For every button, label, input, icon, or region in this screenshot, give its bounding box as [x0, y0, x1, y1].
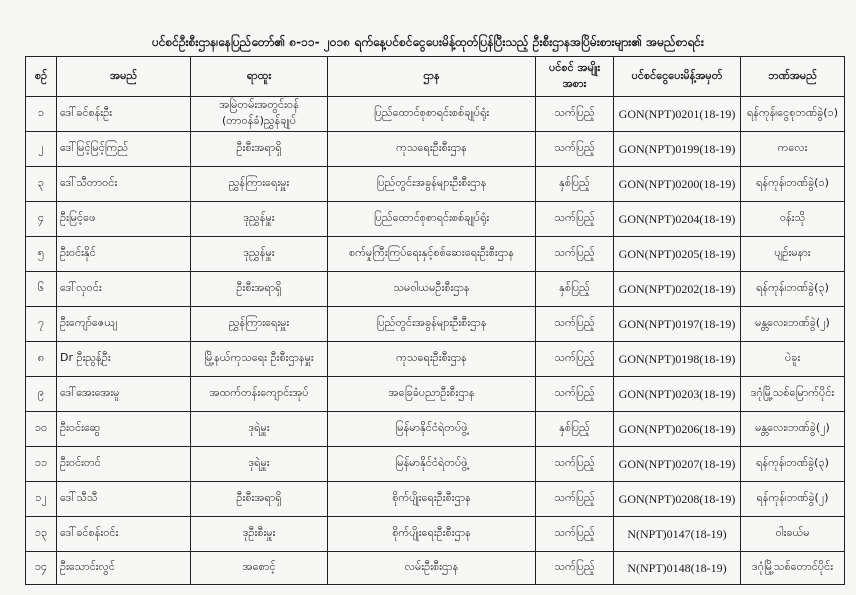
cell-bank: ဝါးခယ်မ — [741, 517, 845, 552]
table-row — [26, 202, 845, 237]
cell-department: ပြည်ထောင်စုစာရင်းစစ်ချုပ်ရုံး — [328, 97, 536, 132]
table-row — [26, 447, 845, 482]
cell-bank: ဝန်းသို — [741, 202, 845, 237]
cell-no: ၆ — [26, 272, 57, 307]
cell-department: အခြေခံပညာဦးစီးဌာန — [328, 377, 536, 412]
cell-pension-type: နှစ်ပြည့် — [536, 167, 614, 202]
cell-rank: ဒုညွှန်မှူး — [191, 237, 328, 272]
table-row — [26, 552, 845, 585]
document-title: ပင်စင်ဦးစီးဌာန၊နေပြည်တော်၏ ၈-၁၁- ၂၀၁၈ ရက်နေ့ပင်စင်ငွေပေးမိန့်ထုတ်ပြန်ပြီးသည့် ဦးစီးဌာနအပြိမ်းစားများ၏ အမည်စာရင်း — [152, 35, 704, 49]
cell-rank: ညွှန်ကြားရေးမှူး — [191, 307, 328, 342]
cell-permit-number: GON(NPT)0207(18-19) — [614, 447, 741, 482]
cell-bank: ဒဂုံမြို့သစ်တောင်ပိုင်း — [741, 552, 845, 585]
cell-department: ပြည်တွင်းအခွန်များဦးစီးဌာန — [328, 167, 536, 202]
cell-no: ၁၄ — [26, 552, 57, 585]
cell-no: ၁၃ — [26, 517, 57, 552]
cell-bank: မန္တလေး၊ဘဏ်ခွဲ(၂) — [741, 307, 845, 342]
cell-pension-type: သက်ပြည့် — [536, 482, 614, 517]
cell-department: ပြည်တွင်းအခွန်များဦးစီးဌာန — [328, 307, 536, 342]
header-no: စဉ် — [26, 57, 57, 97]
cell-permit-number: GON(NPT)0198(18-19) — [614, 342, 741, 377]
cell-rank: အစောင့် — [191, 552, 328, 585]
cell-name: ဒေါ်ခင်စန်းဦး — [57, 97, 191, 132]
cell-permit-number: GON(NPT)0197(18-19) — [614, 307, 741, 342]
table-row — [26, 167, 845, 202]
cell-department: မြန်မာနိုင်ငံရဲတပ်ဖွဲ့ — [328, 412, 536, 447]
cell-rank: မြို့နယ်ကုသရေး ဦးစီးဌာနမှူး — [191, 342, 328, 377]
cell-department: ပြည်ထောင်စုစာရင်းစစ်ချုပ်ရုံး — [328, 202, 536, 237]
cell-pension-type: သက်ပြည့် — [536, 447, 614, 482]
header-permit-number: ပင်စင်ငွေပေးမိန့်အမှတ် — [614, 57, 741, 97]
cell-pension-type: သက်ပြည့် — [536, 342, 614, 377]
cell-pension-type: သက်ပြည့် — [536, 377, 614, 412]
cell-name: ဦးဝင်းနိုင် — [57, 237, 191, 272]
header-pension-type: ပင်စင် အမျိုးအစား — [536, 57, 614, 97]
cell-no: ၁၀ — [26, 412, 57, 447]
cell-pension-type: သက်ပြည့် — [536, 237, 614, 272]
cell-rank: ဦးစီးအရာရှိ — [191, 482, 328, 517]
cell-department: မြန်မာနိုင်ငံရဲတပ်ဖွဲ့ — [328, 447, 536, 482]
cell-pension-type: သက်ပြည့် — [536, 132, 614, 167]
cell-pension-type: သက်ပြည့် — [536, 202, 614, 237]
cell-pension-type: သက်ပြည့် — [536, 517, 614, 552]
cell-name: ဒေါ်လှဝင်း — [57, 272, 191, 307]
cell-bank: ပျဉ်းမနား — [741, 237, 845, 272]
cell-permit-number: GON(NPT)0205(18-19) — [614, 237, 741, 272]
cell-rank: ဒုဦးစီးမှူး — [191, 517, 328, 552]
cell-no: ၇ — [26, 307, 57, 342]
cell-no: ၂ — [26, 132, 57, 167]
cell-bank: မန္တလေး၊ဘဏ်ခွဲ(၂) — [741, 412, 845, 447]
cell-permit-number: GON(NPT)0208(18-19) — [614, 482, 741, 517]
cell-permit-number: N(NPT)0148(18-19) — [614, 552, 741, 585]
cell-department: လမ်းဦးစီးဌာန — [328, 552, 536, 585]
table-row — [26, 272, 845, 307]
cell-rank: အထက်တန်းကျောင်းအုပ် — [191, 377, 328, 412]
cell-no: ၄ — [26, 202, 57, 237]
cell-department: ကုသရေးဦးစီးဌာန — [328, 342, 536, 377]
cell-department: စိုက်ပျိုးရေးဦးစီးဌာန — [328, 517, 536, 552]
pension-table — [25, 56, 845, 585]
cell-pension-type: သက်ပြည့် — [536, 552, 614, 585]
cell-bank: ရန်ကုန်၊ဘဏ်ခွဲ(၂) — [741, 482, 845, 517]
cell-name: ဒေါ်သီသီ — [57, 482, 191, 517]
cell-bank: ရန်ကုန်၊ဘဏ်ခွဲ(၃) — [741, 272, 845, 307]
table-row — [26, 377, 845, 412]
cell-rank: ညွှန်ကြားရေးမှူး — [191, 167, 328, 202]
cell-department: စက်မှုကြီးကြပ်ရေးနှင့်စစ်ဆေးရေးဦးစီးဌာန — [328, 237, 536, 272]
cell-name: ဦးဝင်းတင် — [57, 447, 191, 482]
cell-name: ဒေါ်သီတာဝင်း — [57, 167, 191, 202]
table-row — [26, 307, 845, 342]
cell-permit-number: GON(NPT)0201(18-19) — [614, 97, 741, 132]
cell-rank: ဦးစီးအရာရှိ — [191, 272, 328, 307]
cell-rank: ဒုညွှန်မှူး — [191, 202, 328, 237]
cell-department: စိုက်ပျိုးရေးဦးစီးဌာန — [328, 482, 536, 517]
table-header-row — [26, 57, 845, 97]
table-row — [26, 97, 845, 132]
cell-bank: ဒဂုံမြို့သစ်မြောက်ပိုင်း — [741, 377, 845, 412]
cell-no: ၁၁ — [26, 447, 57, 482]
cell-no: ၁၂ — [26, 482, 57, 517]
header-rank: ရာထူး — [191, 57, 328, 97]
cell-bank: ရန်ကုန်၊ဘဏ်ခွဲ(၁) — [741, 167, 845, 202]
cell-no: ၉ — [26, 377, 57, 412]
table-row — [26, 132, 845, 167]
cell-no: ၁ — [26, 97, 57, 132]
cell-permit-number: GON(NPT)0204(18-19) — [614, 202, 741, 237]
cell-rank: ဒုရဲမှူး — [191, 447, 328, 482]
header-department: ဌာန — [328, 57, 536, 97]
cell-permit-number: N(NPT)0147(18-19) — [614, 517, 741, 552]
cell-bank: ရန်ကုန်၊ဘဏ်ခွဲ(၃) — [741, 447, 845, 482]
cell-permit-number: GON(NPT)0202(18-19) — [614, 272, 741, 307]
table-row — [26, 482, 845, 517]
table-row — [26, 237, 845, 272]
cell-name: ဦးကျော်ဇေယျ — [57, 307, 191, 342]
cell-name: Dr ဦးညွန့်ဦး — [57, 342, 191, 377]
table-row — [26, 412, 845, 447]
cell-bank: ပဲခူး — [741, 342, 845, 377]
cell-permit-number: GON(NPT)0206(18-19) — [614, 412, 741, 447]
cell-name: ဒေါ်မြင့်မြင့်ကြည် — [57, 132, 191, 167]
cell-rank: အမြဲတမ်းအတွင်းဝန် (တာဝန်ခံ)ညွှန်ချုပ် — [191, 97, 328, 132]
cell-department: သမဝါယမဦးစီးဌာန — [328, 272, 536, 307]
table-row — [26, 342, 845, 377]
header-bank: ဘဏ်အမည် — [741, 57, 845, 97]
cell-name: ဦးသောင်းလွင် — [57, 552, 191, 585]
cell-no: ၈ — [26, 342, 57, 377]
table-row — [26, 517, 845, 552]
cell-no: ၃ — [26, 167, 57, 202]
cell-rank: ဦးစီးအရာရှိ — [191, 132, 328, 167]
cell-pension-type: နှစ်ပြည့် — [536, 412, 614, 447]
cell-pension-type: သက်ပြည့် — [536, 97, 614, 132]
cell-bank: ရန်ကုန်၊ငွေစုဘဏ်ခွဲ(၁) — [741, 97, 845, 132]
cell-name: ဦးမြင့်ဖေ — [57, 202, 191, 237]
cell-name: ဒေါ်ခင်စန်းဝင်း — [57, 517, 191, 552]
cell-permit-number: GON(NPT)0199(18-19) — [614, 132, 741, 167]
cell-pension-type: သက်ပြည့် — [536, 307, 614, 342]
cell-name: ဒေါ်အေးအေးမူ — [57, 377, 191, 412]
cell-no: ၅ — [26, 237, 57, 272]
cell-rank: ဒုရဲမှူး — [191, 412, 328, 447]
cell-bank: ကလေး — [741, 132, 845, 167]
cell-name: ဦးဝင်းဆွေ — [57, 412, 191, 447]
cell-department: ကုသရေးဦးစီးဌာန — [328, 132, 536, 167]
cell-permit-number: GON(NPT)0203(18-19) — [614, 377, 741, 412]
header-name: အမည် — [57, 57, 191, 97]
cell-pension-type: နှစ်ပြည့် — [536, 272, 614, 307]
cell-permit-number: GON(NPT)0200(18-19) — [614, 167, 741, 202]
